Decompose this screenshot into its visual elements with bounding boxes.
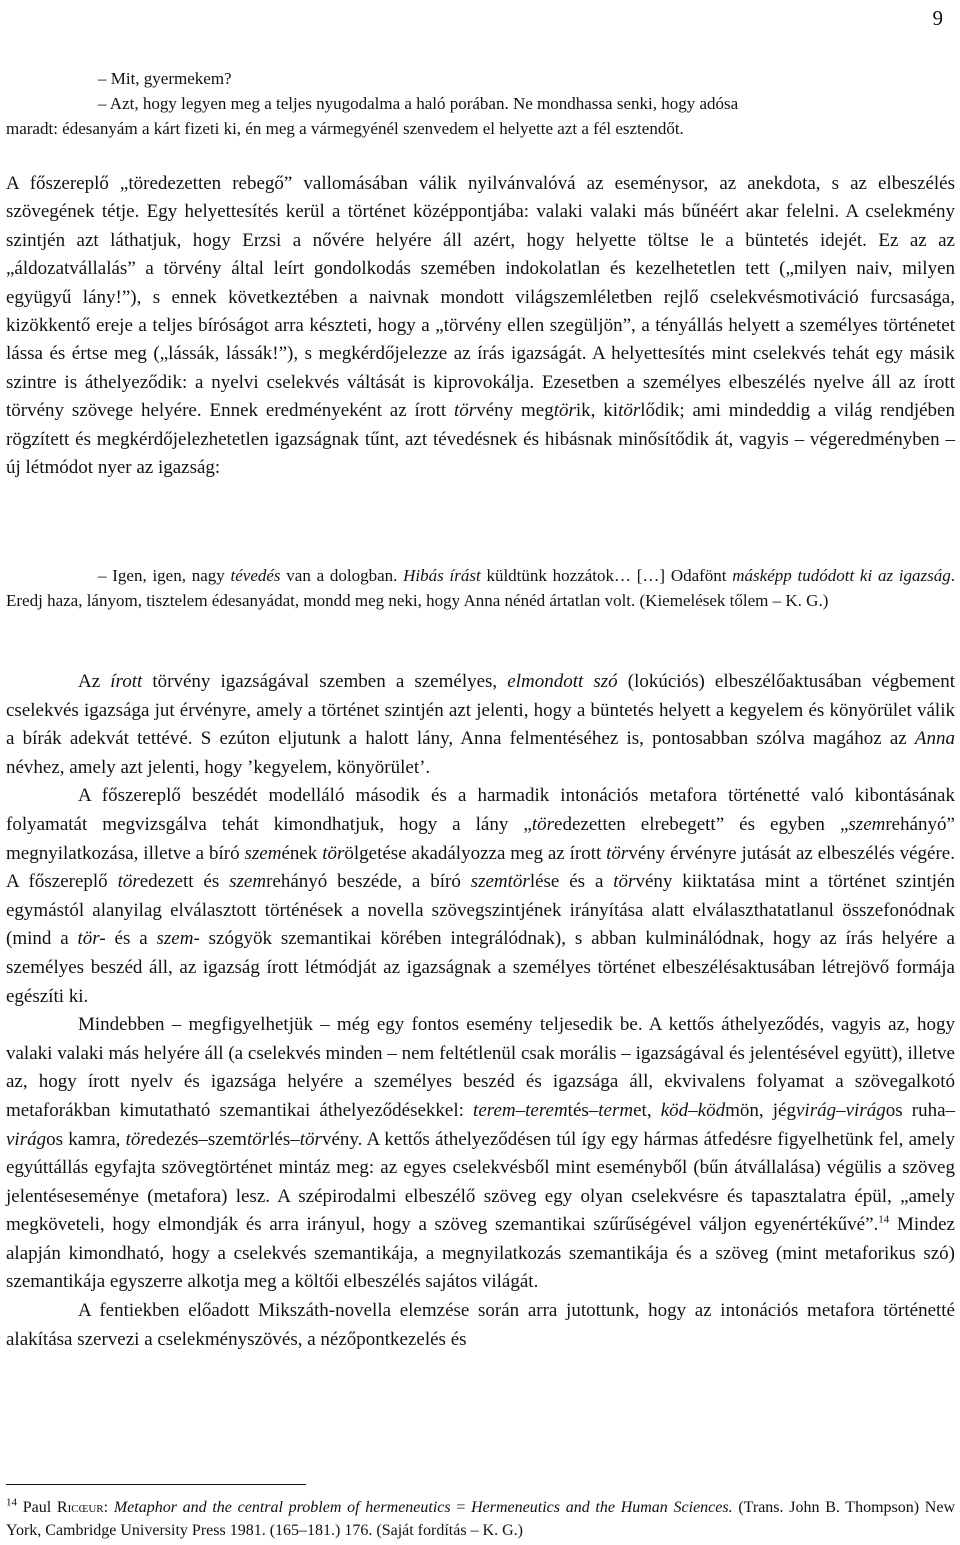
emphasis: köd — [697, 1099, 726, 1121]
emphasis: tör — [618, 400, 641, 422]
text-run: tés– — [567, 1099, 599, 1121]
dialogue-line-2: – Azt, hogy legyen meg a teljes nyugodalma a haló porában. Ne mondhassa senki, hogy adósa — [98, 94, 739, 113]
text-run: szógyök szemantikai körében integrálódnak), s abban kulminálódnak, hogy az írás helyére a személyes beszéd áll, az igazság írott létmódját az igazságnak a személyes történet elbeszélésaktusában létrejövő formája egészíti ki. — [6, 928, 955, 1007]
text-run: : — [103, 1499, 114, 1516]
quote-text — [6, 563, 955, 613]
emphasis: tör — [117, 871, 140, 893]
footnote-divider — [6, 1484, 306, 1485]
text-run: – — [688, 1099, 698, 1121]
emphasis: tör — [246, 1128, 270, 1150]
emphasis: virág — [795, 1099, 837, 1121]
text-run: A főszereplő beszédét modelláló második és a harmadik intonációs metafora történetté való kibontásának folyamatát megvizsgálva tehát kimondhatjuk, hogy a lány „ — [6, 785, 955, 835]
text-run: van a dologban. — [280, 566, 404, 585]
emphasis: terem — [473, 1099, 516, 1121]
emphasis: elmondott szó — [507, 671, 618, 692]
page-number: 9 — [932, 6, 943, 30]
text-run: edezés–szem — [147, 1128, 247, 1150]
text-run: küldtünk hozzátok… […] Odafönt — [480, 566, 733, 585]
text-run: (Trans. John B. Thompson) New York, Cambridge University Press 1981. (165–181.) 176. (Saját fordítás – K. G.) — [6, 1499, 956, 1539]
text-run: törvény igazságával szemben a személyes, — [142, 671, 508, 692]
emphasis: írott — [110, 671, 143, 692]
text-run: . Eredj haza, lányom, tisztelem édesanyádat, mondd meg neki, hogy Anna nénéd ártatlan volt. (Kiemelések tőlem – K. G.) — [6, 566, 956, 610]
emphasis: tör — [299, 1128, 322, 1150]
emphasis: tör — [125, 1128, 148, 1150]
emphasis: virág — [845, 1099, 886, 1121]
document-page — [6, 0, 955, 1545]
text-run: lése és a — [529, 871, 614, 893]
emphasis: tör- — [77, 928, 106, 950]
emphasis: tör — [613, 871, 636, 893]
emphasis: tör — [454, 400, 477, 422]
emphasis: term — [598, 1099, 634, 1121]
text-run: vény. A kettős áthelyeződésen túl így egy hármas átfedésre figyelhetünk fel, amely egyúttállás egyfajta szövegtörténet mintáz meg: az egyes cselekvésből mint eseményből (bűn átvállalása) végülis a szöveg jelentéseseménye (metafora) lesz. A szépirodalmi elbeszélő szöveg egy olyan cselekvésre és tapasztalatra épül, „amely megköveteli, hogy elmondják és arra irányul, hogy a szöveg szemantikai szűrűségével váljon egyenértékűvé”. — [6, 1128, 955, 1236]
text-run: edezetten elrebegett” és egyben „ — [554, 813, 849, 835]
dialogue-line-1: – Mit, gyermekem? — [98, 69, 232, 88]
emphasis: szemtör — [470, 871, 530, 893]
text-run: lés– — [269, 1128, 300, 1150]
text-run: névhez, amely azt jelenti, hogy ’kegyelem, könyörület’. — [6, 756, 431, 778]
text-run: edezett és — [139, 871, 230, 893]
emphasis: tör — [606, 842, 629, 864]
footnote — [6, 1496, 955, 1542]
work-title: Metaphor and the central problem of hermeneutics — [113, 1499, 451, 1516]
text-run: lődik; ami mindeddig a világ rendjében rögzített és megkérdőjelezhetetlen igazságnak tűnt, azt tévedésnek és hibásnak minősítődik át, vagyis – végeredményben – új létmódot nyer az igazság: — [6, 400, 955, 479]
text-run: – — [515, 1099, 526, 1121]
body-paragraph-4 — [6, 1011, 955, 1297]
text-run: A főszereplő „töredezetten rebegő” vallomásában válik nyilvánvalóvá az eseménysor, az anekdota, s az elbeszélés szövegének tétje. Egy helyettesítés kerül a történet középpontjába: valaki valaki más bűnéért akar felelni. A cselekmény szintjén azt láthatjuk, hogy Erzsi a nővére helyére áll azért, hogy helyette töltse le a büntetés idejét. Ez az az „áldozatvállalás” a törvény által leírt gondolkodás szemében indokolatlan és kezelhetetlen tett („milyen naiv, milyen együgyű lány!”), s ennek következtében a naivnak mondott világszemléletben rejlő cselekvésmotiváció furcsasága, kizökkentő ereje a teljes bíróságot arra készteti, hogy a „törvény ellen szegüljön”, a tényállás helyett a személyes történetet lássa és értse meg („lássák, lássák!”), s megkérdőjelezze az írás igazságát. A helyettesítés mint cselekvés tehát egy másik szintre is áthelyeződik: a nyelvi cselekvés váltását is kiprovokálja. Ezesetben a személyes elbeszélés nyelve áll az írott törvény szövege helyére. Ennek eredményeként az írott — [6, 173, 955, 422]
text-run: Mindez alapján kimondható, hogy a cselekvés szemantikája, a megnyilatkozás szemantikája és a szöveg (mint metaforikus szó) szemantikája egyszerre alkotja meg a költői elbeszélés sajátos világát. — [6, 1214, 955, 1293]
text-run: vény meg — [476, 400, 554, 422]
emphasis: tör — [322, 842, 345, 864]
dialogue-quote — [6, 66, 955, 141]
emphasis: köd — [660, 1099, 689, 1121]
text-run: ének — [281, 842, 323, 864]
emphasis: szem — [244, 842, 282, 864]
emphasis: Anna — [914, 728, 955, 750]
text-run: Paul — [17, 1499, 57, 1516]
paragraph-text — [6, 170, 955, 482]
emphasis: másképp tudódott ki az igazság — [732, 566, 951, 585]
text-run: (lokúciós) elbeszélőaktusában végbement cselekvés igazsága jut érvényre, amely a történet szintjén azt jelenti, hogy a büntetés helyett a kegyelem és könyörület válik a bírák adekvát tettévé. S ezúton eljutunk a halott lány, Anna felmentéséhez is, pontosabban szólva magához az — [6, 671, 956, 750]
text-run: os kamra, — [46, 1128, 126, 1150]
text-run: et, — [633, 1099, 661, 1121]
text-run: vény kiiktatása mint a történet szintjén egymástól alanyilag elválasztott történések a novella szövegszintjének irányítása alatt elválaszthatatlanul összefonódnak (mind a — [6, 871, 955, 950]
book-title: Hermeneutics and the Human Sciences. — [471, 1499, 733, 1516]
text-run: – Igen, igen, nagy — [98, 566, 231, 585]
text-run: rehányó beszéde, a bíró — [266, 871, 471, 893]
footnote-text — [6, 1496, 955, 1542]
text-run: mön, jég — [725, 1099, 796, 1121]
text-run: rehányó” megnyilatkozása, illetve a bíró — [6, 813, 955, 864]
text-run: ik, ki — [575, 400, 619, 422]
author-name: Ricœur — [56, 1499, 104, 1516]
text-run: ölgetése akadályozza meg az írott — [344, 842, 607, 864]
block-quote — [6, 563, 955, 613]
footnote-ref[interactable]: 14 — [878, 1213, 890, 1226]
body-paragraph-1 — [6, 170, 955, 482]
dialogue-line-2-cont: maradt: édesanyám a kárt fizeti ki, én meg a vármegyénél szenvedem el helyette azt a fél esztendőt. — [6, 119, 684, 138]
emphasis: terem — [525, 1099, 568, 1121]
emphasis: tévedés — [230, 566, 281, 585]
footnote-number: 14 — [6, 1496, 17, 1509]
text-run: vény érvényre jutását az elbeszélés végére. A főszereplő — [6, 842, 955, 893]
emphasis: tör — [531, 813, 555, 835]
body-paragraph-2 — [6, 668, 955, 782]
emphasis: szem — [848, 813, 886, 835]
emphasis: szem — [229, 871, 267, 893]
emphasis: szem- — [156, 928, 200, 950]
body-paragraph-5: A fentiekben előadott Mikszáth-novella elemzése során arra jutottunk, hogy az intonációs metafora történetté alakítása szervezi a cselekményszövés, a nézőpontkezelés és — [6, 1300, 955, 1350]
body-section — [6, 668, 955, 1354]
text-run: = — [450, 1499, 472, 1516]
text-run: – — [836, 1099, 846, 1121]
text-run: Az — [78, 671, 111, 692]
emphasis: tör — [553, 400, 576, 422]
text-run: Mindebben – megfigyelhetjük – még egy fontos esemény teljesedik be. A kettős áthelyeződés, vagyis az, hogy valaki valaki más helyére áll (a cselekvés minden – nem feltétlenül csak morális – igazságával és jelentésével együtt), illetve az, hogy írott nyelv és igazsága helyére a személyes beszéd és igazsága áll, ekvivalens folyamat a szövegalkotó metaforákban kimutatható szemantikai áthelyeződésekkel: — [6, 1014, 955, 1121]
body-paragraph-3 — [6, 782, 955, 1011]
text-run: os ruha– — [885, 1099, 955, 1121]
emphasis: Hibás írást — [403, 566, 481, 585]
text-run: és a — [105, 928, 157, 950]
emphasis: virág — [6, 1128, 47, 1150]
